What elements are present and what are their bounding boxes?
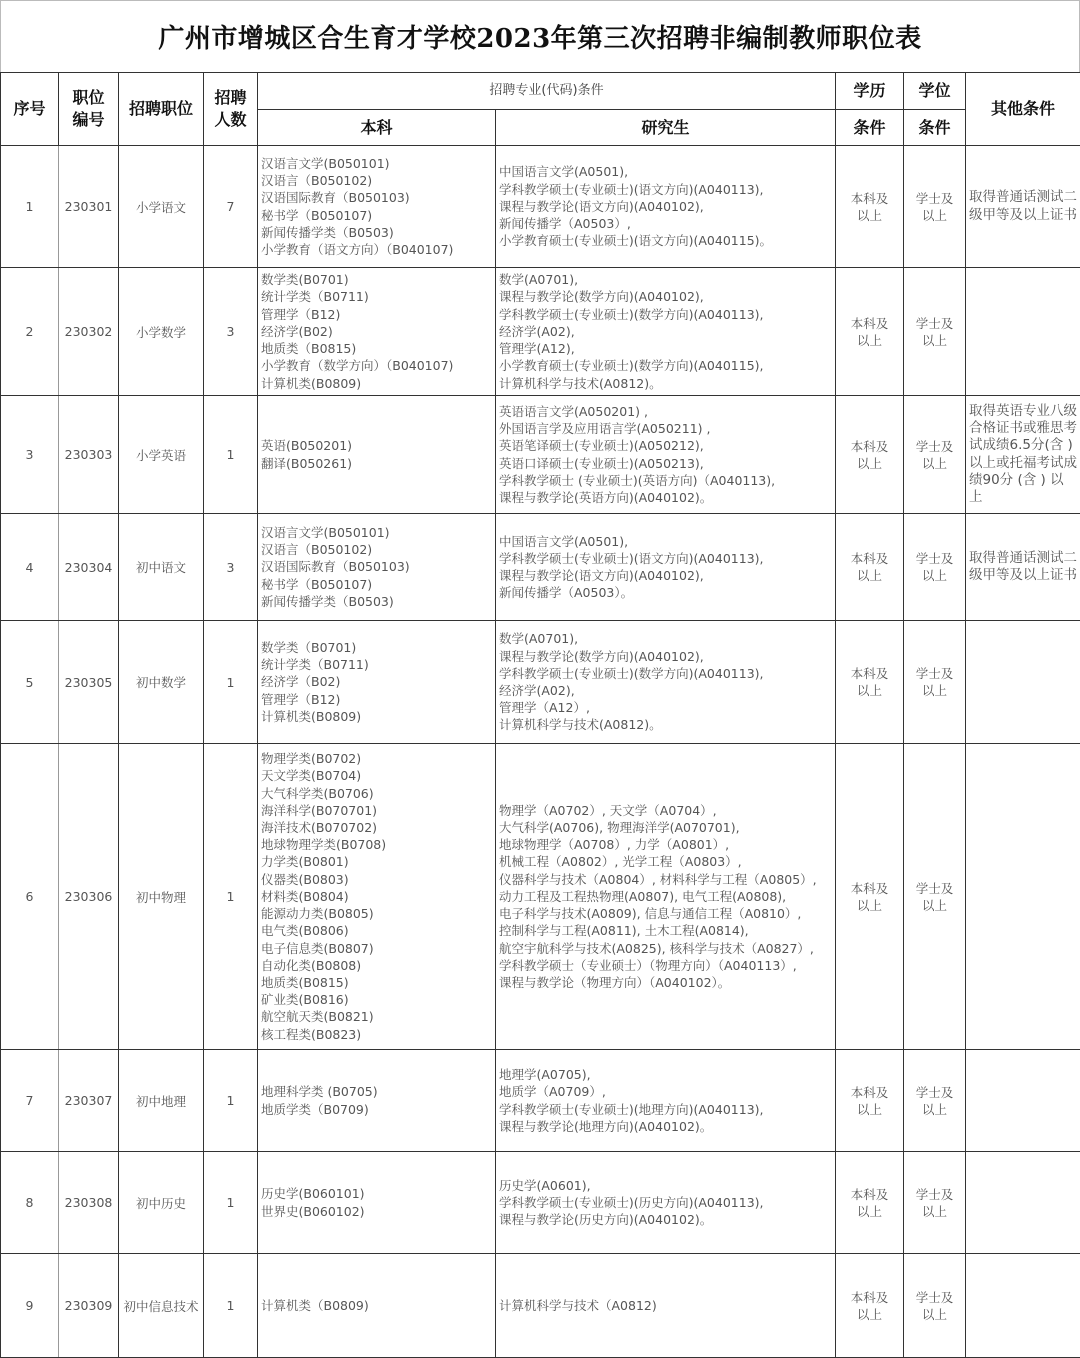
- cell-degree: 学士及 以上: [904, 268, 966, 396]
- header-other: 其他条件: [966, 73, 1080, 146]
- cell-graduate-majors: 地理学(A0705), 地质学（A0709）, 学科教学硕士(专业硕士)(地理方向)(A040113), 课程与教学论(地理方向)(A040102)。: [496, 1050, 836, 1152]
- header-code: 职位 编号: [59, 73, 119, 146]
- cell-seq: 9: [1, 1254, 59, 1358]
- cell-undergrad-majors: 英语(B050201) 翻译(B050261): [258, 396, 496, 514]
- cell-degree: 学士及 以上: [904, 146, 966, 268]
- table-row: [1, 146, 1080, 268]
- cell-seq: 4: [1, 514, 59, 621]
- cell-other-conditions: [966, 1050, 1080, 1152]
- cell-education: 本科及 以上: [836, 1152, 904, 1254]
- cell-position: 初中信息技术: [119, 1254, 204, 1358]
- header-undergrad: 本科: [258, 110, 496, 146]
- cell-graduate-majors: 历史学(A0601), 学科教学硕士(专业硕士)(历史方向)(A040113), 课程与教学论(历史方向)(A040102)。: [496, 1152, 836, 1254]
- table-row: [1, 1050, 1080, 1152]
- cell-count: 7: [204, 146, 258, 268]
- cell-seq: 1: [1, 146, 59, 268]
- cell-code: 230303: [59, 396, 119, 514]
- cell-position: 初中地理: [119, 1050, 204, 1152]
- cell-graduate-majors: 物理学（A0702）, 天文学（A0704）, 大气科学(A0706), 物理海洋学(A070701), 地球物理学（A0708）, 力学（A0801）, 机械工程（A0802）, 光学工程（A0803）, 仪器科学与技术（A0804）, 材料科学与工程（A0805）, 动力工程及工程热物理(A0807), 电气工程(A0808), 电子科学与技术(A0809), 信息与通信工程（A0810）, 控制科学与工程(A0811), 土木工程(A0814), 航空宇航科学与技术(A0825), 核科学与技术（A0827）, 学科教学硕士（专业硕士）（物理方向）（A040113）, 课程与教学论（物理方向）（A040102）。: [496, 744, 836, 1050]
- header-major-group: 招聘专业(代码)条件: [258, 73, 836, 110]
- cell-count: 1: [204, 1152, 258, 1254]
- cell-undergrad-majors: 地理科学类 (B0705) 地质学类（B0709): [258, 1050, 496, 1152]
- table-row: [1, 396, 1080, 514]
- table-row: [1, 514, 1080, 621]
- cell-education: 本科及 以上: [836, 396, 904, 514]
- cell-degree: 学士及 以上: [904, 1152, 966, 1254]
- cell-position: 小学数学: [119, 268, 204, 396]
- table-row: [1, 744, 1080, 1050]
- cell-other-conditions: [966, 621, 1080, 744]
- cell-count: 1: [204, 744, 258, 1050]
- table-row: [1, 1254, 1080, 1358]
- position-table: [0, 72, 1080, 1358]
- cell-undergrad-majors: 历史学(B060101) 世界史(B060102): [258, 1152, 496, 1254]
- cell-position: 小学英语: [119, 396, 204, 514]
- header-edu-bottom: 条件: [836, 110, 904, 146]
- table-body: [1, 146, 1080, 1358]
- cell-seq: 7: [1, 1050, 59, 1152]
- cell-position: 初中物理: [119, 744, 204, 1050]
- cell-seq: 6: [1, 744, 59, 1050]
- cell-education: 本科及 以上: [836, 268, 904, 396]
- cell-code: 230304: [59, 514, 119, 621]
- cell-education: 本科及 以上: [836, 514, 904, 621]
- cell-education: 本科及 以上: [836, 1050, 904, 1152]
- cell-degree: 学士及 以上: [904, 396, 966, 514]
- cell-degree: 学士及 以上: [904, 744, 966, 1050]
- cell-undergrad-majors: 汉语言文学(B050101) 汉语言（B050102) 汉语国际教育（B050103) 秘书学（B050107) 新闻传播学类（B0503): [258, 514, 496, 621]
- cell-other-conditions: 取得普通话测试二级甲等及以上证书: [966, 514, 1080, 621]
- cell-degree: 学士及 以上: [904, 621, 966, 744]
- cell-graduate-majors: 数学(A0701), 课程与教学论(数学方向)(A040102), 学科教学硕士(专业硕士)(数学方向)(A040113), 经济学(A02), 管理学（A12）, 计算机科学与技术(A0812)。: [496, 621, 836, 744]
- cell-code: 230305: [59, 621, 119, 744]
- cell-position: 初中历史: [119, 1152, 204, 1254]
- table-row: [1, 621, 1080, 744]
- cell-degree: 学士及 以上: [904, 514, 966, 621]
- cell-graduate-majors: 中国语言文学(A0501), 学科教学硕士(专业硕士)(语文方向)(A040113), 课程与教学论(语文方向)(A040102), 新闻传播学（A0503）。: [496, 514, 836, 621]
- cell-undergrad-majors: 数学类(B0701) 统计学类（B0711) 管理学（B12) 经济学(B02) 地质类（B0815) 小学教育（数学方向）（B040107) 计算机类(B0809): [258, 268, 496, 396]
- cell-other-conditions: [966, 1254, 1080, 1358]
- cell-code: 230301: [59, 146, 119, 268]
- cell-education: 本科及 以上: [836, 744, 904, 1050]
- cell-count: 3: [204, 268, 258, 396]
- cell-graduate-majors: 中国语言文学(A0501), 学科教学硕士(专业硕士)(语文方向)(A040113), 课程与教学论(语文方向)(A040102), 新闻传播学（A0503）, 小学教育硕士(专业硕士)(语文方向)(A040115)。: [496, 146, 836, 268]
- page-title: 广州市增城区合生育才学校2023年第三次招聘非编制教师职位表: [158, 18, 921, 55]
- table-row: [1, 1152, 1080, 1254]
- cell-position: 初中语文: [119, 514, 204, 621]
- cell-code: 230306: [59, 744, 119, 1050]
- cell-undergrad-majors: 计算机类（B0809): [258, 1254, 496, 1358]
- title-bar: [0, 0, 1080, 72]
- table-row: [1, 268, 1080, 396]
- cell-seq: 8: [1, 1152, 59, 1254]
- cell-other-conditions: [966, 744, 1080, 1050]
- cell-count: 1: [204, 1254, 258, 1358]
- cell-count: 1: [204, 396, 258, 514]
- cell-graduate-majors: 计算机科学与技术（A0812): [496, 1254, 836, 1358]
- cell-undergrad-majors: 物理学类(B0702) 天文学类(B0704) 大气科学类(B0706) 海洋科学(B070701) 海洋技术(B070702) 地球物理学类(B0708) 力学类(B0801) 仪器类(B0803) 材料类(B0804) 能源动力类(B0805) 电气类(B0806) 电子信息类(B0807) 自动化类(B0808) 地质类(B0815) 矿业类(B0816) 航空航天类(B0821) 核工程类(B0823): [258, 744, 496, 1050]
- cell-other-conditions: [966, 268, 1080, 396]
- cell-undergrad-majors: 汉语言文学(B050101) 汉语言（B050102) 汉语国际教育（B050103) 秘书学（B050107) 新闻传播学类（B0503) 小学教育（语文方向）（B040107): [258, 146, 496, 268]
- cell-count: 3: [204, 514, 258, 621]
- cell-code: 230308: [59, 1152, 119, 1254]
- header-degree-bottom: 条件: [904, 110, 966, 146]
- header-degree-top: 学位: [904, 73, 966, 110]
- header-count: 招聘 人数: [204, 73, 258, 146]
- header-position: 招聘职位: [119, 73, 204, 146]
- cell-degree: 学士及 以上: [904, 1254, 966, 1358]
- cell-code: 230307: [59, 1050, 119, 1152]
- header-edu-top: 学历: [836, 73, 904, 110]
- cell-seq: 5: [1, 621, 59, 744]
- cell-seq: 2: [1, 268, 59, 396]
- header-graduate: 研究生: [496, 110, 836, 146]
- cell-other-conditions: 取得普通话测试二级甲等及以上证书: [966, 146, 1080, 268]
- cell-other-conditions: [966, 1152, 1080, 1254]
- cell-seq: 3: [1, 396, 59, 514]
- cell-count: 1: [204, 1050, 258, 1152]
- cell-education: 本科及 以上: [836, 621, 904, 744]
- cell-position: 初中数学: [119, 621, 204, 744]
- cell-education: 本科及 以上: [836, 1254, 904, 1358]
- cell-code: 230309: [59, 1254, 119, 1358]
- cell-code: 230302: [59, 268, 119, 396]
- cell-undergrad-majors: 数学类（B0701) 统计学类（B0711) 经济学（B02) 管理学（B12) 计算机类(B0809): [258, 621, 496, 744]
- cell-position: 小学语文: [119, 146, 204, 268]
- cell-count: 1: [204, 621, 258, 744]
- cell-graduate-majors: 数学(A0701), 课程与教学论(数学方向)(A040102), 学科教学硕士(专业硕士)(数学方向)(A040113), 经济学(A02), 管理学(A12), 小学教育硕士(专业硕士)(数学方向)(A040115), 计算机科学与技术(A0812)。: [496, 268, 836, 396]
- cell-degree: 学士及 以上: [904, 1050, 966, 1152]
- cell-education: 本科及 以上: [836, 146, 904, 268]
- header-seq: 序号: [1, 73, 59, 146]
- cell-other-conditions: 取得英语专业八级合格证书或雅思考试成绩6.5分(含 ) 以上或托福考试成绩90分 (含 ) 以上: [966, 396, 1080, 514]
- cell-graduate-majors: 英语语言文学(A050201) , 外国语言学及应用语言学(A050211) , 英语笔译硕士(专业硕士)(A050212), 英语口译硕士(专业硕士)(A050213), 学科教学硕士 (专业硕士)(英语方向)（A040113), 课程与教学论(英语方向)(A040102)。: [496, 396, 836, 514]
